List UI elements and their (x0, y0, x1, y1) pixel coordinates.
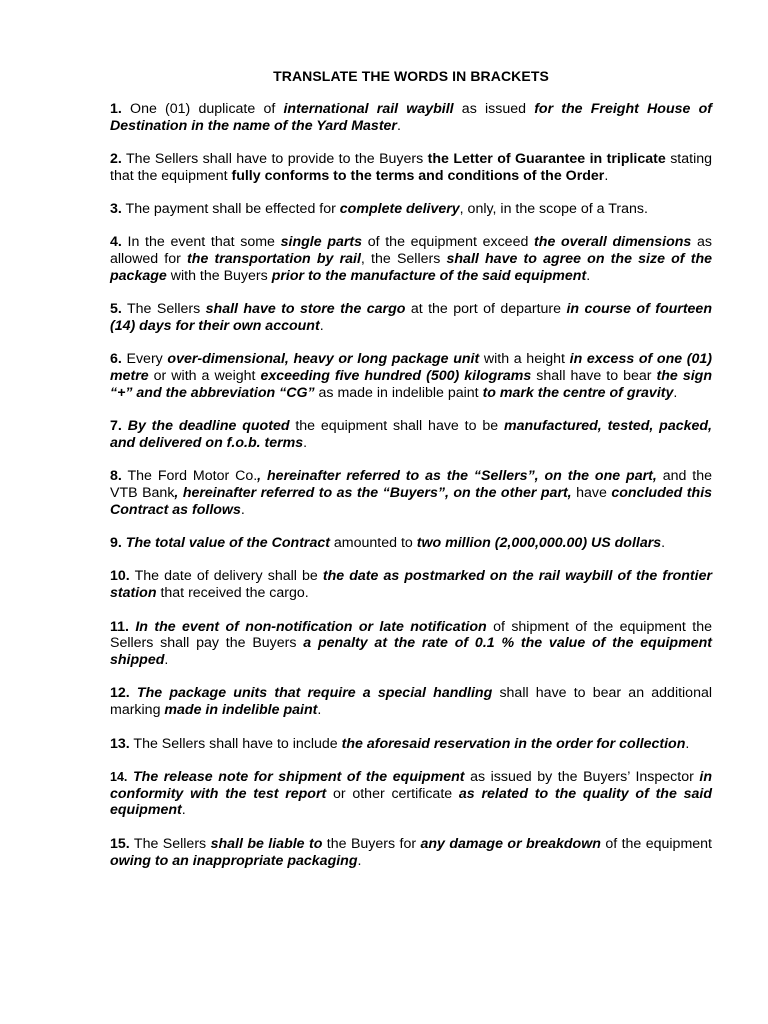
sentence-text: and the VTB Bank (110, 468, 712, 502)
item-number: 15. (110, 835, 130, 852)
item-number: 10. (110, 568, 130, 585)
sentence-text: the Buyers for (322, 835, 421, 852)
sentence-text: of the equipment exceed (362, 234, 535, 251)
bracketed-phrase: In the event of non-notification or late notification (135, 618, 487, 635)
sentence-text: The Sellers shall have to include (129, 735, 342, 752)
exercise-item (110, 568, 712, 602)
bracketed-phrase: manufactured, tested, packed, and delivered on f.o.b. terms (110, 418, 712, 451)
exercise-item (110, 836, 712, 870)
sentence-text: In the event that some (121, 234, 281, 251)
item-number: 14. (110, 769, 128, 784)
bracketed-phrase: made in indelible paint (164, 702, 318, 719)
bracketed-phrase: international rail waybill (283, 100, 454, 117)
bracketed-phrase: single parts (280, 234, 363, 251)
item-number: 5. (110, 301, 122, 318)
bracketed-phrase: shall have to agree on the size of the package (110, 251, 712, 284)
item-number: 11. (110, 618, 129, 635)
sentence-text: The date of delivery shall be (129, 568, 323, 585)
sentence-text: or other certificate (326, 785, 459, 802)
bracketed-phrase: the Letter of Guarantee in triplicate (427, 150, 666, 167)
sentence-text: . (303, 434, 308, 451)
item-number: 1. (110, 100, 122, 117)
sentence-text: . (661, 535, 666, 552)
item-number: 3. (110, 200, 122, 217)
sentence-text: of the equipment (600, 835, 712, 852)
sentence-text: . (685, 735, 690, 752)
sentence-text: as issued (453, 100, 535, 117)
sentence-text: shall have to bear an additional marking (110, 685, 713, 719)
bracketed-phrase: as related to the quality of the said equipment (110, 785, 712, 819)
sentence-text: . (240, 501, 245, 518)
exercise-item (110, 736, 712, 753)
sentence-text: have (571, 485, 612, 502)
exercise-item (110, 351, 712, 401)
bracketed-phrase: shall be liable to (210, 835, 323, 852)
sentence-text: . (357, 852, 362, 869)
exercise-item (110, 619, 712, 669)
exercise-item (110, 201, 712, 218)
item-number: 4. (110, 234, 122, 251)
exercise-item (110, 468, 712, 518)
bracketed-phrase: in excess of one (01) metre (110, 351, 713, 385)
bracketed-phrase: exceeding five hundred (500) kilograms (260, 368, 532, 385)
bracketed-phrase: the sign “+” and the abbreviation “CG” (110, 368, 712, 401)
bracketed-phrase: the aforesaid reservation in the order for collection (341, 735, 686, 752)
sentence-text: the equipment shall have to be (289, 418, 504, 435)
item-number: 8. (110, 468, 122, 485)
bracketed-phrase: The package units that require a special handling (136, 685, 493, 702)
sentence-text: The payment shall be effected for (121, 200, 340, 217)
exercise-item (110, 418, 712, 452)
exercise-item (110, 769, 712, 819)
bracketed-phrase: over-dimensional, heavy or long package unit (167, 351, 480, 368)
bracketed-phrase: , hereinafter referred to as the “Sellers”, on the one part, (257, 468, 657, 485)
exercise-item (110, 535, 712, 552)
bracketed-phrase: prior to the manufacture of the said equipment (271, 267, 587, 284)
sentence-text: . (396, 117, 401, 134)
sentence-text: The Sellers (129, 835, 211, 852)
bracketed-phrase: The total value of the Contract (125, 535, 330, 552)
bracketed-phrase: concluded this Contract as follows (110, 485, 713, 518)
sentence-text: that received the cargo. (156, 585, 309, 602)
bracketed-phrase: the date as postmarked on the rail waybill of the frontier station (110, 568, 712, 602)
bracketed-phrase: the transportation by rail (187, 251, 361, 268)
exercise-item (110, 101, 712, 135)
sentence-text: with a height (479, 351, 570, 368)
sentence-text: The Sellers (121, 301, 206, 318)
bracketed-phrase: two million (2,000,000.00) US dollars (416, 535, 662, 552)
bracketed-phrase: By the deadline quoted (127, 418, 290, 435)
sentence-text: of shipment of the equipment the Sellers shall pay the Buyers (110, 618, 712, 652)
bracketed-phrase: complete delivery (339, 200, 460, 217)
sentence-text: shall have to bear (531, 368, 657, 385)
bracketed-phrase: owing to an inappropriate packaging (110, 852, 358, 869)
sentence-text: . (604, 167, 609, 184)
exercise-item (110, 151, 712, 185)
item-number: 9. (110, 535, 122, 552)
sentence-text: . (317, 702, 322, 719)
sentence-text: as made in indelible paint (314, 384, 483, 401)
sentence-text: . (319, 317, 324, 334)
sentence-text: The Ford Motor Co. (121, 468, 258, 485)
document-page (110, 68, 712, 886)
sentence-text: . (181, 802, 186, 819)
sentence-text: . (673, 384, 678, 401)
sentence-text (130, 685, 137, 701)
document-title: TRANSLATE THE WORDS IN BRACKETS (273, 68, 549, 84)
sentence-text: The Sellers shall have to provide to the Buyers (121, 150, 428, 167)
sentence-text: , the Sellers (360, 251, 447, 268)
exercise-item (110, 234, 712, 284)
bracketed-phrase: in course of fourteen (14) days for their own account (110, 301, 712, 334)
exercise-item (110, 685, 712, 719)
bracketed-phrase: fully conforms to the terms and conditions of the Order (231, 167, 605, 184)
bracketed-phrase: for the Freight House of Destination in the name of the Yard Master (110, 100, 712, 134)
sentence-text: with the Buyers (166, 267, 272, 284)
sentence-text: Every (121, 351, 168, 368)
sentence-text: amounted to (329, 535, 417, 552)
sentence-text: stating that the equipment (110, 150, 713, 184)
sentence-text: as issued by the Buyers’ Inspector (464, 768, 700, 785)
item-number: 2. (110, 150, 122, 167)
item-number: 12. (110, 685, 130, 702)
exercise-item (110, 301, 712, 335)
item-number: 13. (110, 735, 130, 752)
bracketed-phrase: the overall dimensions (534, 234, 692, 251)
bracketed-phrase: any damage or breakdown (420, 835, 601, 852)
bracketed-phrase: in conformity with the test report (110, 768, 712, 802)
sentence-text: One (01) duplicate of (121, 100, 284, 117)
bracketed-phrase: a penalty at the rate of 0.1 % the value of the equipment shipped (110, 635, 712, 669)
item-number: 7. (110, 418, 122, 435)
sentence-text: at the port of departure (405, 301, 567, 318)
bracketed-phrase: , hereinafter referred to as the “Buyers”, on the other part, (174, 485, 572, 502)
sentence-text: as allowed for (110, 234, 712, 268)
exercise-list (110, 101, 712, 870)
bracketed-phrase: shall have to store the cargo (205, 301, 406, 318)
item-number: 6. (110, 351, 122, 368)
sentence-text: . (586, 267, 591, 284)
bracketed-phrase: to mark the centre of gravity (482, 384, 674, 401)
sentence-text: . (164, 652, 169, 669)
sentence-text: or with a weight (148, 368, 261, 385)
sentence-text: , only, in the scope of a Trans. (459, 200, 648, 217)
bracketed-phrase: The release note for shipment of the equipment (132, 768, 465, 785)
